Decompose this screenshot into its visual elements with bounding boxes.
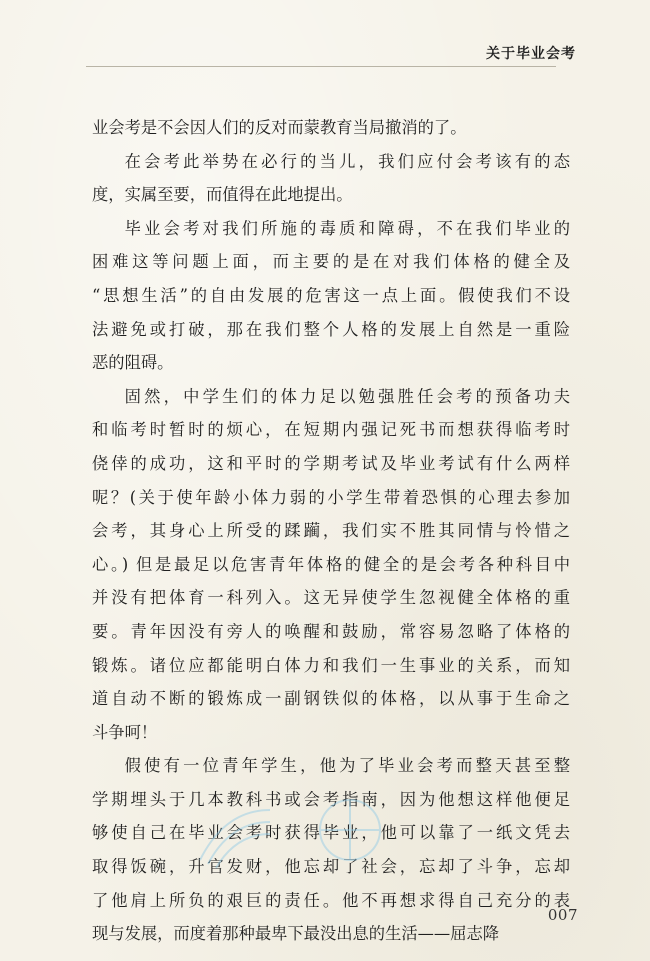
paragraph-line: 困难这等问题上面，而主要的是在对我们体格的健全及: [92, 252, 570, 272]
paragraph-line: 假使有一位青年学生，他为了毕业会考而整天甚至整: [124, 756, 570, 776]
paragraph-line: 取得饭碗，升官发财，他忘却了社会，忘却了斗争，忘却: [92, 857, 570, 877]
paragraph-line: 呢？(关于使年龄小体力弱的小学生带着恐惧的心理去参加: [92, 487, 570, 507]
paragraph-line: 和临考时暂时的烦心，在短期内强记死书而想获得临考时: [92, 420, 570, 440]
paragraph-line: 度，实属至要，而值得在此地提出。: [92, 185, 353, 205]
paragraph-line: 锻炼。诸位应都能明白体力和我们一生事业的关系，而知: [92, 655, 570, 675]
paragraph-line: “思想生活”的自由发展的危害这一点上面。假使我们不设: [92, 285, 570, 305]
paragraph-line: 了他肩上所负的艰巨的责任。他不再想求得自己充分的表: [92, 890, 570, 910]
paragraph-line: 毕业会考对我们所施的毒质和障碍，不在我们毕业的: [124, 218, 570, 238]
paragraph-line: 业会考是不会因人们的反对而蒙教育当局撤消的了。: [92, 118, 467, 137]
paragraph-line: 现与发展，而度着那种最卑下最没出息的生活——屈志降: [92, 924, 500, 944]
paragraph-line: 恶的阻碍。: [92, 353, 174, 373]
header-rule: [86, 66, 556, 67]
body-text: [92, 111, 570, 951]
paragraph-line: 要。青年因没有旁人的唤醒和鼓励，常容易忽略了体格的: [92, 621, 570, 641]
paragraph-line: 法避免或打破，那在我们整个人格的发展上自然是一重险: [92, 319, 570, 339]
page-number: 007: [547, 906, 578, 924]
paragraph-line: 会考，其身心上所受的蹂躏，我们实不胜其同情与怜惜之: [92, 521, 570, 541]
paragraph-line: 并没有把体育一科列入。这无异使学生忽视健全体格的重: [92, 588, 570, 608]
paragraph-line: 在会考此举势在必行的当儿，我们应付会考该有的态: [124, 151, 570, 171]
running-header: 关于毕业会考: [486, 46, 576, 62]
paragraph-line: 够使自己在毕业会考时获得毕业，他可以靠了一纸文凭去: [92, 823, 570, 843]
paragraph-line: 斗争呵！: [92, 722, 158, 742]
paragraph-line: 心。) 但是最足以危害青年体格的健全的是会考各种科目中: [92, 554, 570, 574]
paragraph-line: 道自动不断的锻炼成一副钢铁似的体格，以从事于生命之: [92, 689, 570, 709]
paragraph-line: 侥倖的成功，这和平时的学期考试及毕业考试有什么两样: [92, 453, 570, 473]
paragraph-line: 固然，中学生们的体力足以勉强胜任会考的预备功夫: [124, 386, 570, 406]
paragraph-line: 学期埋头于几本教科书或会考指南，因为他想这样他便足: [92, 789, 570, 809]
